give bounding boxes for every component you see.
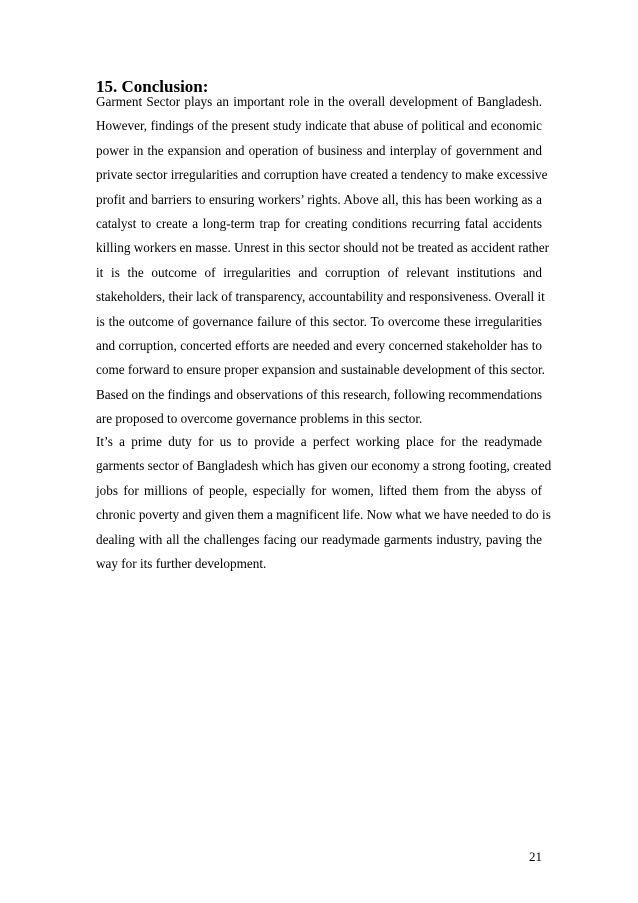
text-line: come forward to ensure proper expansion and sustainable development of this sector. [96, 362, 545, 378]
page-number: 21 [529, 849, 542, 864]
text-line: Garment Sector plays an important role in the overall development of Bangladesh. [96, 94, 542, 109]
text-line: profit and barriers to ensuring workers’ rights. Above all, this has been working as a [96, 191, 542, 207]
text-line: stakeholders, their lack of transparency, accountability and responsiveness. Overall it [96, 289, 545, 305]
text-line: dealing with all the challenges facing our readymade garments industry, paving the [96, 531, 542, 547]
text-line: it is the outcome of irregularities and corruption of relevant institutions and [96, 264, 542, 280]
text-line: are proposed to overcome governance problems in this sector. [96, 411, 423, 427]
text-line: private sector irregularities and corruption have created a tendency to make excessive [96, 167, 548, 183]
section-heading: 15. Conclusion: [96, 77, 209, 96]
text-line: Based on the findings and observations of this research, following recommendations [96, 386, 542, 402]
conclusion-paragraph-2 [96, 430, 552, 576]
text-line: way for its further development. [96, 555, 267, 571]
text-line: It’s a prime duty for us to provide a perfect working place for the readymade [96, 434, 542, 449]
text-line: jobs for millions of people, especially for women, lifted them from the abyss of [96, 482, 542, 498]
conclusion-paragraph-1 [96, 90, 550, 431]
text-line: However, findings of the present study indicate that abuse of political and economic [96, 118, 542, 134]
text-line: garments sector of Bangladesh which has given our economy a strong footing, created [96, 458, 552, 474]
text-line: is the outcome of governance failure of this sector. To overcome these irregularities [96, 313, 542, 329]
text-line: power in the expansion and operation of business and interplay of government and [96, 142, 542, 158]
text-line: and corruption, concerted efforts are needed and every concerned stakeholder has to [96, 337, 542, 353]
text-line: chronic poverty and given them a magnificent life. Now what we have needed to do is [96, 507, 551, 523]
text-line: killing workers en masse. Unrest in this sector should not be treated as accident rather [96, 240, 550, 256]
text-line: catalyst to create a long-term trap for creating conditions recurring fatal accidents [96, 215, 542, 231]
